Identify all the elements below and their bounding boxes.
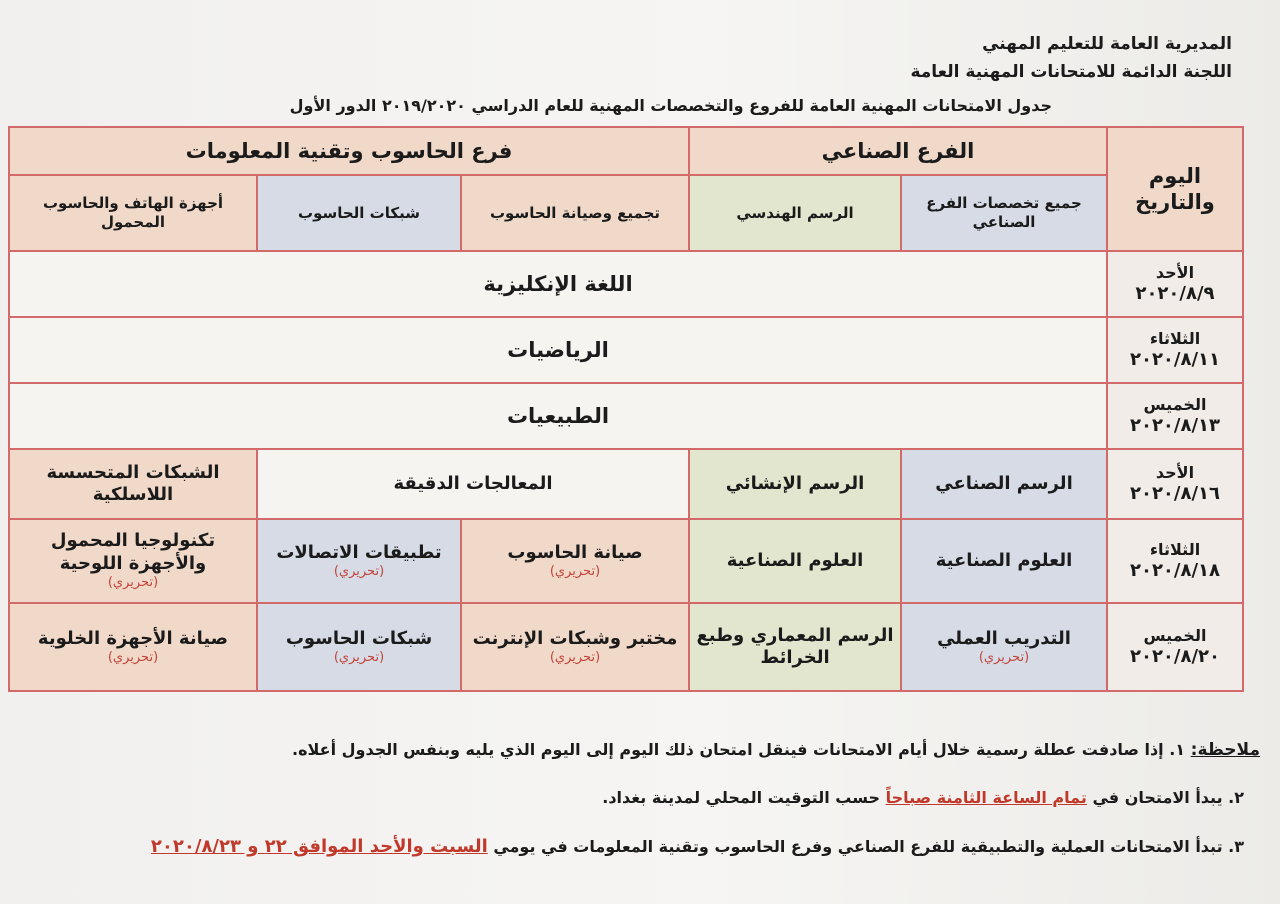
note-3: ٣. تبدأ الامتحانات العملية والتطبيقية للفرع الصناعي وفرع الحاسوب وتقنية المعلومات في يومي السبت والأحد الموافق ٢٢ و ٢٠٢٠/٨/٢٣	[150, 836, 1244, 857]
subject-cell: مختبر وشبكات الإنترنت (تحريري)	[461, 603, 689, 691]
subject-cell: التدريب العملي (تحريري)	[901, 603, 1107, 691]
table-row	[9, 383, 1243, 449]
subject-cell: اللغة الإنكليزية	[9, 251, 1107, 317]
day-cell: الأحد ٢٠٢٠/٨/١٦	[1107, 449, 1243, 519]
computer-branch-header: فرع الحاسوب وتقنية المعلومات	[9, 127, 689, 175]
subject-cell: تطبيقات الاتصالات (تحريري)	[257, 519, 461, 603]
written-tag: (تحريري)	[333, 564, 385, 580]
note-label: ملاحظة:	[1190, 740, 1260, 760]
subheader-computer-assembly: تجميع وصيانة الحاسوب	[461, 175, 689, 251]
exam-schedule-table	[8, 126, 1244, 692]
subject-cell: صيانة الحاسوب (تحريري)	[461, 519, 689, 603]
written-tag: (تحريري)	[978, 650, 1030, 666]
subject-cell: العلوم الصناعية	[689, 519, 901, 603]
subject-cell: الشبكات المتحسسة اللاسلكية	[9, 449, 257, 519]
note-2: ٢. يبدأ الامتحان في تمام الساعة الثامنة صباحاً حسب التوقيت المحلي لمدينة بغداد.	[602, 788, 1244, 807]
day-cell: الخميس ٢٠٢٠/٨/١٣	[1107, 383, 1243, 449]
day-cell: الثلاثاء ٢٠٢٠/٨/١٨	[1107, 519, 1243, 603]
written-tag: (تحريري)	[333, 650, 385, 666]
subject-cell: صيانة الأجهزة الخلوية (تحريري)	[9, 603, 257, 691]
table-row	[9, 317, 1243, 383]
day-date-header: اليوم والتاريخ	[1107, 127, 1243, 251]
subheader-computer-networks: شبكات الحاسوب	[257, 175, 461, 251]
written-tag: (تحريري)	[549, 650, 601, 666]
subject-cell: الرسم المعماري وطبع الخرائط	[689, 603, 901, 691]
written-tag: (تحريري)	[107, 650, 159, 666]
subject-cell: المعالجات الدقيقة	[257, 449, 689, 519]
committee-title: اللجنة الدائمة للامتحانات المهنية العامة	[910, 62, 1232, 82]
table-row	[9, 519, 1243, 603]
subject-cell: الرسم الإنشائي	[689, 449, 901, 519]
subheader-industrial-all: جميع تخصصات الفرع الصناعي	[901, 175, 1107, 251]
industrial-branch-header: الفرع الصناعي	[689, 127, 1107, 175]
subject-cell: شبكات الحاسوب (تحريري)	[257, 603, 461, 691]
subject-cell: تكنولوجيا المحمول والأجهزة اللوحية (تحريري)	[9, 519, 257, 603]
subject-cell: الرياضيات	[9, 317, 1107, 383]
subheader-phone-laptop: أجهزة الهاتف والحاسوب المحمول	[9, 175, 257, 251]
day-cell: الخميس ٢٠٢٠/٨/٢٠	[1107, 603, 1243, 691]
day-cell: الأحد ٢٠٢٠/٨/٩	[1107, 251, 1243, 317]
table-row	[9, 251, 1243, 317]
subject-cell: الطبيعيات	[9, 383, 1107, 449]
table-row	[9, 603, 1243, 691]
schedule-title: جدول الامتحانات المهنية العامة للفروع والتخصصات المهنية للعام الدراسي ٢٠١٩/٢٠٢٠ الدور الأول	[289, 96, 1052, 115]
directorate-title: المديرية العامة للتعليم المهني	[982, 34, 1232, 54]
written-tag: (تحريري)	[549, 564, 601, 580]
day-cell: الثلاثاء ٢٠٢٠/٨/١١	[1107, 317, 1243, 383]
written-tag: (تحريري)	[107, 575, 159, 591]
subject-cell: الرسم الصناعي	[901, 449, 1107, 519]
subheader-engineering-drawing: الرسم الهندسي	[689, 175, 901, 251]
subject-cell: العلوم الصناعية	[901, 519, 1107, 603]
note-1: ملاحظة: ١. إذا صادفت عطلة رسمية خلال أيام الامتحانات فينقل امتحان ذلك اليوم إلى اليوم الذي يليه وبنفس الجدول أعلاه.	[291, 740, 1260, 760]
table-row	[9, 449, 1243, 519]
